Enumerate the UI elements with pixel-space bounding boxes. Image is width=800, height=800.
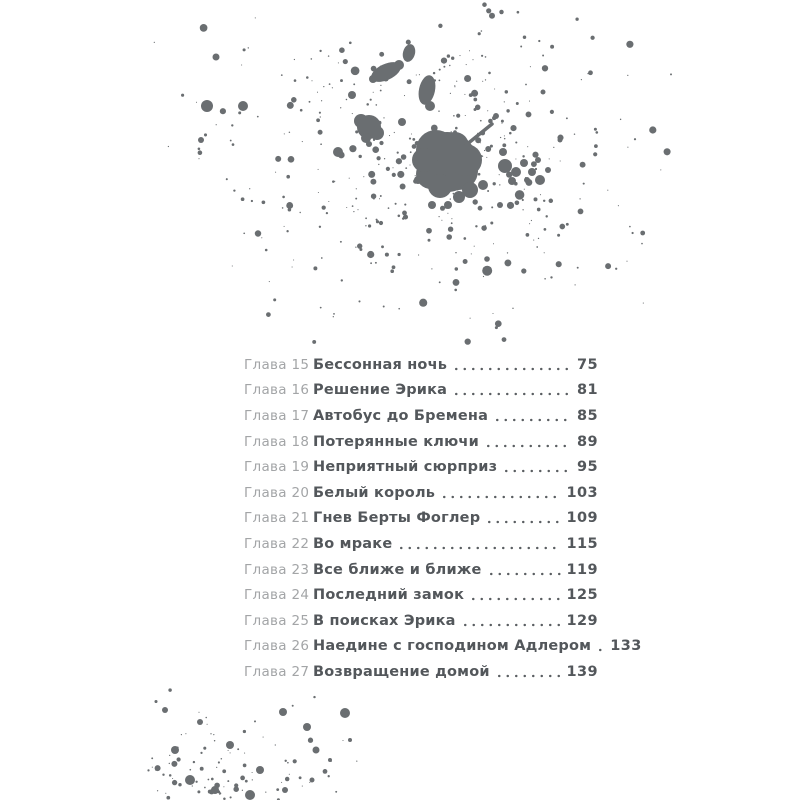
- toc-chapter-label: Глава 24: [244, 587, 310, 604]
- toc-page-number: 139: [566, 663, 598, 680]
- toc-leader-dots: [487, 563, 561, 577]
- toc-page-number: 125: [566, 587, 598, 604]
- toc-leader-dots: [440, 486, 560, 500]
- toc-title: Во мраке: [313, 535, 393, 552]
- toc-entry: [244, 403, 598, 429]
- toc-title: Возвращение домой: [313, 663, 490, 680]
- toc-chapter-label: Глава 26: [244, 638, 310, 655]
- toc-leader-dots: [493, 409, 570, 423]
- toc-title: Потерянные ключи: [313, 433, 479, 450]
- toc-entry: [244, 352, 598, 378]
- toc-chapter-label: Глава 22: [244, 535, 310, 552]
- toc-title: Автобус до Бремена: [313, 407, 489, 424]
- toc-entry: [244, 531, 598, 557]
- toc-leader-dots: [484, 435, 570, 449]
- toc-leader-dots: [502, 460, 570, 474]
- toc-chapter-label: Глава 21: [244, 510, 310, 527]
- toc-page-number: 103: [566, 484, 598, 501]
- toc-entry: [244, 582, 598, 608]
- toc-title: В поисках Эрика: [313, 612, 456, 629]
- toc-leader-dots: [469, 588, 560, 602]
- toc-page-number: 109: [566, 510, 598, 527]
- toc-title: Бессонная ночь: [313, 356, 448, 373]
- toc-page-number: 129: [566, 612, 598, 629]
- toc-chapter-label: Глава 18: [244, 433, 310, 450]
- toc-page-number: 133: [610, 638, 642, 655]
- toc-entry: [244, 429, 598, 455]
- toc-title: Решение Эрика: [313, 382, 448, 399]
- toc-entry: [244, 378, 598, 404]
- toc-chapter-label: Глава 17: [244, 407, 310, 424]
- toc-title: Гнев Берты Фоглер: [313, 510, 481, 527]
- toc-chapter-label: Глава 16: [244, 382, 310, 399]
- toc-page-number: 119: [566, 561, 598, 578]
- toc-leader-dots: [596, 639, 604, 653]
- toc-chapter-label: Глава 27: [244, 663, 310, 680]
- toc-entry: [244, 454, 598, 480]
- toc-leader-dots: [461, 614, 561, 628]
- toc-title: Все ближе и ближе: [313, 561, 482, 578]
- toc-entry: [244, 659, 598, 685]
- toc-chapter-label: Глава 20: [244, 484, 310, 501]
- toc-leader-dots: [485, 511, 560, 525]
- toc-chapter-label: Глава 25: [244, 612, 310, 629]
- toc-leader-dots: [397, 537, 560, 551]
- toc-page-number: 75: [577, 356, 598, 373]
- toc-entry: [244, 480, 598, 506]
- toc-page-number: 85: [577, 407, 598, 424]
- toc-leader-dots: [452, 358, 570, 372]
- toc-chapter-label: Глава 23: [244, 561, 310, 578]
- toc-title: Неприятный сюрприз: [313, 459, 498, 476]
- toc-title: Наедине с господином Адлером: [313, 638, 592, 655]
- toc-title: Белый король: [313, 484, 436, 501]
- toc-entry: [244, 608, 598, 634]
- toc-page-number: 95: [577, 459, 598, 476]
- toc-chapter-label: Глава 15: [244, 356, 310, 373]
- toc-leader-dots: [495, 665, 561, 679]
- table-of-contents: [244, 352, 642, 685]
- toc-leader-dots: [452, 383, 570, 397]
- toc-page-number: 89: [577, 433, 598, 450]
- toc-chapter-label: Глава 19: [244, 459, 310, 476]
- toc-entry: [244, 634, 642, 660]
- toc-title: Последний замок: [313, 587, 465, 604]
- toc-entry: [244, 506, 598, 532]
- toc-page-number: 115: [566, 535, 598, 552]
- toc-entry: [244, 557, 598, 583]
- toc-page-number: 81: [577, 382, 598, 399]
